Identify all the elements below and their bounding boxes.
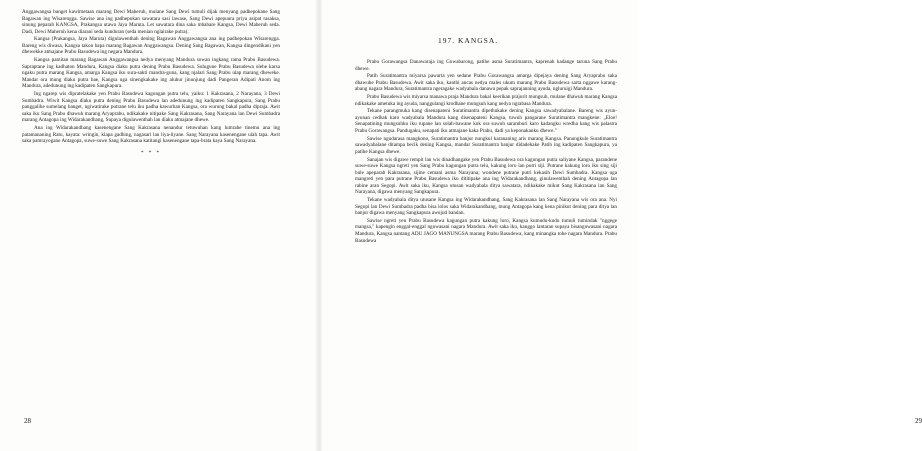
paragraph: Kangsa pamitan marang Bagawan Anggawangsa nedya menyang Mandura sowan ingkang rama Prabu Basudewa. Sapraptane ing kadhaton Mandura, Kangsa diaku putra dening Prabu Basudewa. Sulugune Prabu Basudewa olehe karsa ngaku putra marang Kangsa, amarga Kangsa iku sura-sakti mandra-guna, kang njalari Sang Prabu ulap marang dheweke. Mandar ora mung diaku putra bae, Kangsa uga sinengkakake ing aluhur jinunjung dadi Pangeran Adipati Anom ing Mandura, adedunung ing kadipaten Sangkapura. (22, 57, 280, 90)
section-ornament: * * * (141, 150, 161, 156)
page-number-left: 28 (24, 417, 31, 425)
paragraph: Sanajan wis digawe rempit lan wis dinadhangake yen Prabu Basudewa ora kagungan putra saliyane Kangsa, parandene suwe-suwe Kangsa ngreti yen Sang Prabu kagungan putra telu, kakung loro lan putri siji. Putrane kakung loro iku sing siji bule apeparab Kakrasana, sijine cemani asma Narayana; wondene putrane putri kekasih Dewi Sumbadra. Kangsa uga mangreti yen para putrane Prabu Basudewa iku dititipake ana ing Widarakandhang, ginulawenthah dening Antagopa lan rabine aran Segopi. Awit saka iku, Kangsa utusan wadyabala ditya sawatara, ndikakake mikut Sang Kakrasana lan Sang Narayana, digawa menyang Sangkapura. (355, 156, 617, 196)
left-page (0, 0, 319, 451)
paragraph: Prabu Gorawangsa Danawaraja ing Guwabarong, patihe asma Suratimantra, kaprenah kadange taruna Sang Prabu dhewe. (355, 59, 617, 72)
right-page-text (355, 59, 617, 245)
left-page-text (22, 9, 280, 157)
paragraph: Ing ngarep wis dipratelakake yen Prabu Basudewa kagungan putra telu, yaiku: 1 Kakrasana, 2 Narayana, 3 Dewi Sumbadra. Wiwit Kangsa diaku putra dening Prabu Basudewa lan adedunung ing kadipaten Sangkapura, Sang Prabu panggalihe sumelang banget, ngiwatirake putrane telu iku padha kawurhan Kangsa, ora wurung bakal padha dipraja. Awit saka iku Sang Prabu dhawuh marang Aryaprabu, ndikakake nitipake Sang Kakrasana, Sang Narayana lan Dewi Sumbadra marang Antagopa ing Widarakandhang, Supaya digulawenthah lan diaku atmajane dhewe. (22, 91, 280, 124)
paragraph: Patih Suratimantra miyarsa pawarta yen sedane Prabu Gorawangsa amarga dipejaya dening Sang Aryaprabu saka dhawuhe Prabu Basudewa. Awit saka iku, kanthi ancas nedya males ukum marang Prabu Basudewa sarta nggawe karang-abang nagara Mandura, Suratimantra ngeragake wadyabala danawa pepak saprajanning ayuda, ngluruigi Mandura. (355, 73, 617, 93)
paragraph: Tekane wadyabala ditya utusane Kangsa ing Widarakandhang, Sang Kakrasana lan Sang Narayana wis ora ana. Nyi Segopi lan Dewi Sumbadra padha bisa lolos saka Widarakandhang, mung Antagopa kang kena pinikut dening para ditya lan banjur digawa menyang Sangkapura awujud bandan. (355, 197, 617, 217)
paragraph: Sawise ngreti yen Prabu Basudewa kagungan putra kakung loro, Kangsa kumudu-kudu tumuli tumindak "nggege mangsa," kapengin enggal-enggal nguwasani nagara Mandura. Awit saka iku, kanggo lantaran supaya bisanguwasani nagara Mandura, Kangsa nantang ADU JAGO MANUNGSA marang Prabu Basudewa, kang minangka tohe nagara Mandura. Prabu Basudewa (355, 217, 617, 244)
paragraph: Tekane parangmuka kang disenapateni Suratimantra dipethukake dening Kangsa sawadyabalane. Bareng wis ayun-ayunan cedhak karo wadyabala Mandura kang disenapateni Kangsa, tuwuh pangarane Suratimantra mangkene: „Eloe! Senapatining mungsuhku iku rupane lan solah-bawane kok ora suwuh saramburi karo kadangku wredha kang wis palastra Prabu Gorawangsa. Pandugaku, senapati iku atmajane kaka Prabu, dadi ya keponakanku dhewe." (355, 108, 617, 135)
right-page (319, 0, 922, 451)
paragraph: Ana ing Widarakandhang kasenengane Sang Kakrasana nenandur tetuwuhan kang lumrahe tinemu ana ing patamananing Ratu, kayata: wringin, klapa gadhing, nagasari lan liya-liyane. Sang Narayana kasenengane ulah tapa. Awit saka pamrayogane Antagopa, suwe-suwe Sang Kakrasana katitangi kasenengane tapa-brata kaya Sang Narayana. (22, 125, 280, 145)
paragraph: Kangsa (Prakangsa, Jaya Maruta) digulawenthah dening Bagawan Anggawangsa ana ing padhepokan Wisarengga. Bareng wis diwasa, Kangsa takon bapa marang Bagawan Anggawangsa. Dening Sang Bagawan, Kangsa dingendikani yen dhewekke atmajane Prabu Basudewa ing negara Mandura. (22, 36, 280, 56)
paragraph: Anggawangsa banget kawimetaan marang Dewi Maheruh, mulane Sang Dewi tumuli dijak menyang padhepokane Sang Bagawan ing Wisarengga. Sawise ana ing padhepokan sawatara sasi lawase, Sang Dewi apepuura priya asipat rasaksa, sinung peparab KANGSA, Prakangsa utawa Jaya Maruta. Let sawatara dina saka mbabare Kangsa, Dewi Maheruh seda. Dadi, Dewi Maheruh kena diarani seda kunduran (seda menian nglairake putra). (22, 9, 280, 35)
paragraph: Sawise ngudarasa mangkono, Suratimantra banjur nungkul karananing aris marang Kangsa. Panungkule Suratimantra sawadyabalane ditampa becik dening Kangsa, mandar Suratimantra banjur didadekake Patih ing kadipaten Sangkapura, ya patihe Kangsa dhewe. (355, 135, 617, 155)
paragraph: Prabu Basudewa wis miyarsa manawa praja Mandura bakal keerikan prajurit mungsuh, mulane dhawuh marang Kangsa ndikakake ametuka ing ayuda, nanggulangi krodhane mungsuh kang nedya ngrabasa Mandura. (355, 94, 617, 107)
page-number-right: 29 (915, 417, 922, 425)
chapter-title: 197. KANGSA. (438, 36, 499, 45)
